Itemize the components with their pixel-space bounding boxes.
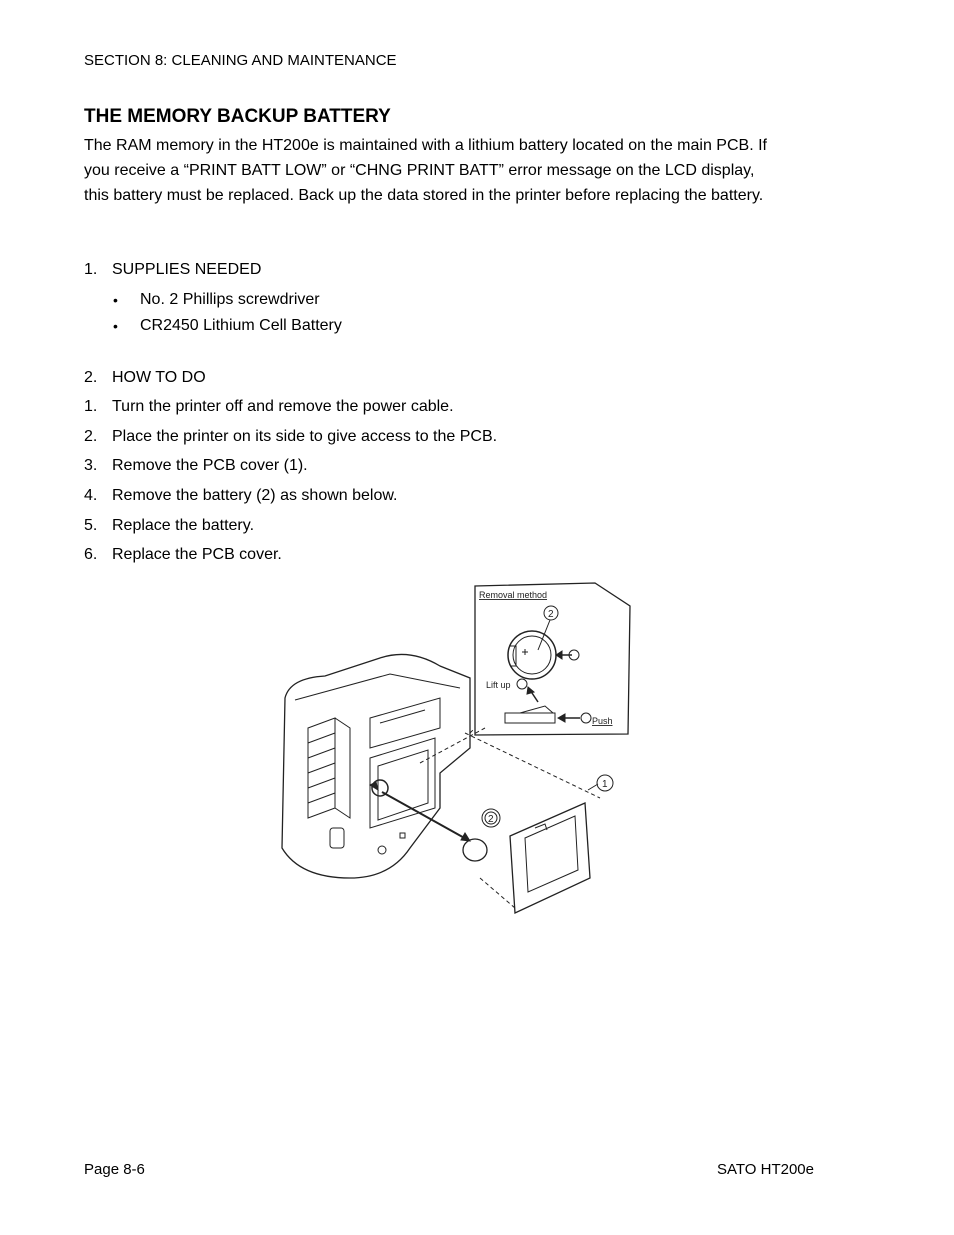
lift-up-label: Lift up <box>486 680 511 690</box>
section-header: SECTION 8: CLEANING AND MAINTENANCE <box>84 52 397 69</box>
product-name: SATO HT200e <box>717 1161 814 1178</box>
step-number: 1. <box>84 398 98 415</box>
step-number: 6. <box>84 546 98 563</box>
howto-heading: HOW TO DO <box>112 369 206 386</box>
step-number: 5. <box>84 517 98 534</box>
removal-arrow <box>370 782 470 841</box>
battery-callout-label: 2 <box>488 814 494 825</box>
step-text: Turn the printer off and remove the power cable. <box>112 398 454 415</box>
step-number: 4. <box>84 487 98 504</box>
inset-removal-method <box>475 583 630 735</box>
intro-line: The RAM memory in the HT200e is maintained with a lithium battery located on the main PCB. If <box>84 137 767 154</box>
step-text: Replace the battery. <box>112 517 255 534</box>
printer-body <box>282 654 485 878</box>
inset-title: Removal method <box>479 590 548 600</box>
intro-paragraph <box>84 133 824 208</box>
supplies-number: 1. <box>84 261 98 278</box>
page-number: Page 8-6 <box>84 1161 145 1178</box>
supplies-heading: SUPPLIES NEEDED <box>112 261 262 278</box>
supply-item: CR2450 Lithium Cell Battery <box>140 317 342 334</box>
page-title: THE MEMORY BACKUP BATTERY <box>84 106 391 127</box>
intro-line: you receive a “PRINT BATT LOW” or “CHNG PRINT BATT” error message on the LCD display, <box>84 162 755 179</box>
push-label: Push <box>592 716 613 726</box>
battery-removal-figure <box>270 578 640 918</box>
step-text: Remove the battery (2) as shown below. <box>112 487 398 504</box>
bullet-marker: • <box>113 292 118 308</box>
intro-line: this battery must be replaced. Back up the data stored in the printer before replacing the battery. <box>84 187 764 204</box>
callout-2-label: 2 <box>548 609 554 620</box>
pcb-cover <box>510 775 613 913</box>
step-text: Remove the PCB cover (1). <box>112 457 308 474</box>
howto-number: 2. <box>84 369 98 386</box>
cover-callout-label: 1 <box>602 779 608 790</box>
step-number: 3. <box>84 457 98 474</box>
step-text: Place the printer on its side to give access to the PCB. <box>112 428 498 445</box>
battery <box>463 809 500 861</box>
step-text: Replace the PCB cover. <box>112 546 282 563</box>
bullet-marker: • <box>113 318 118 334</box>
supply-item: No. 2 Phillips screwdriver <box>140 291 320 308</box>
step-number: 2. <box>84 428 98 445</box>
